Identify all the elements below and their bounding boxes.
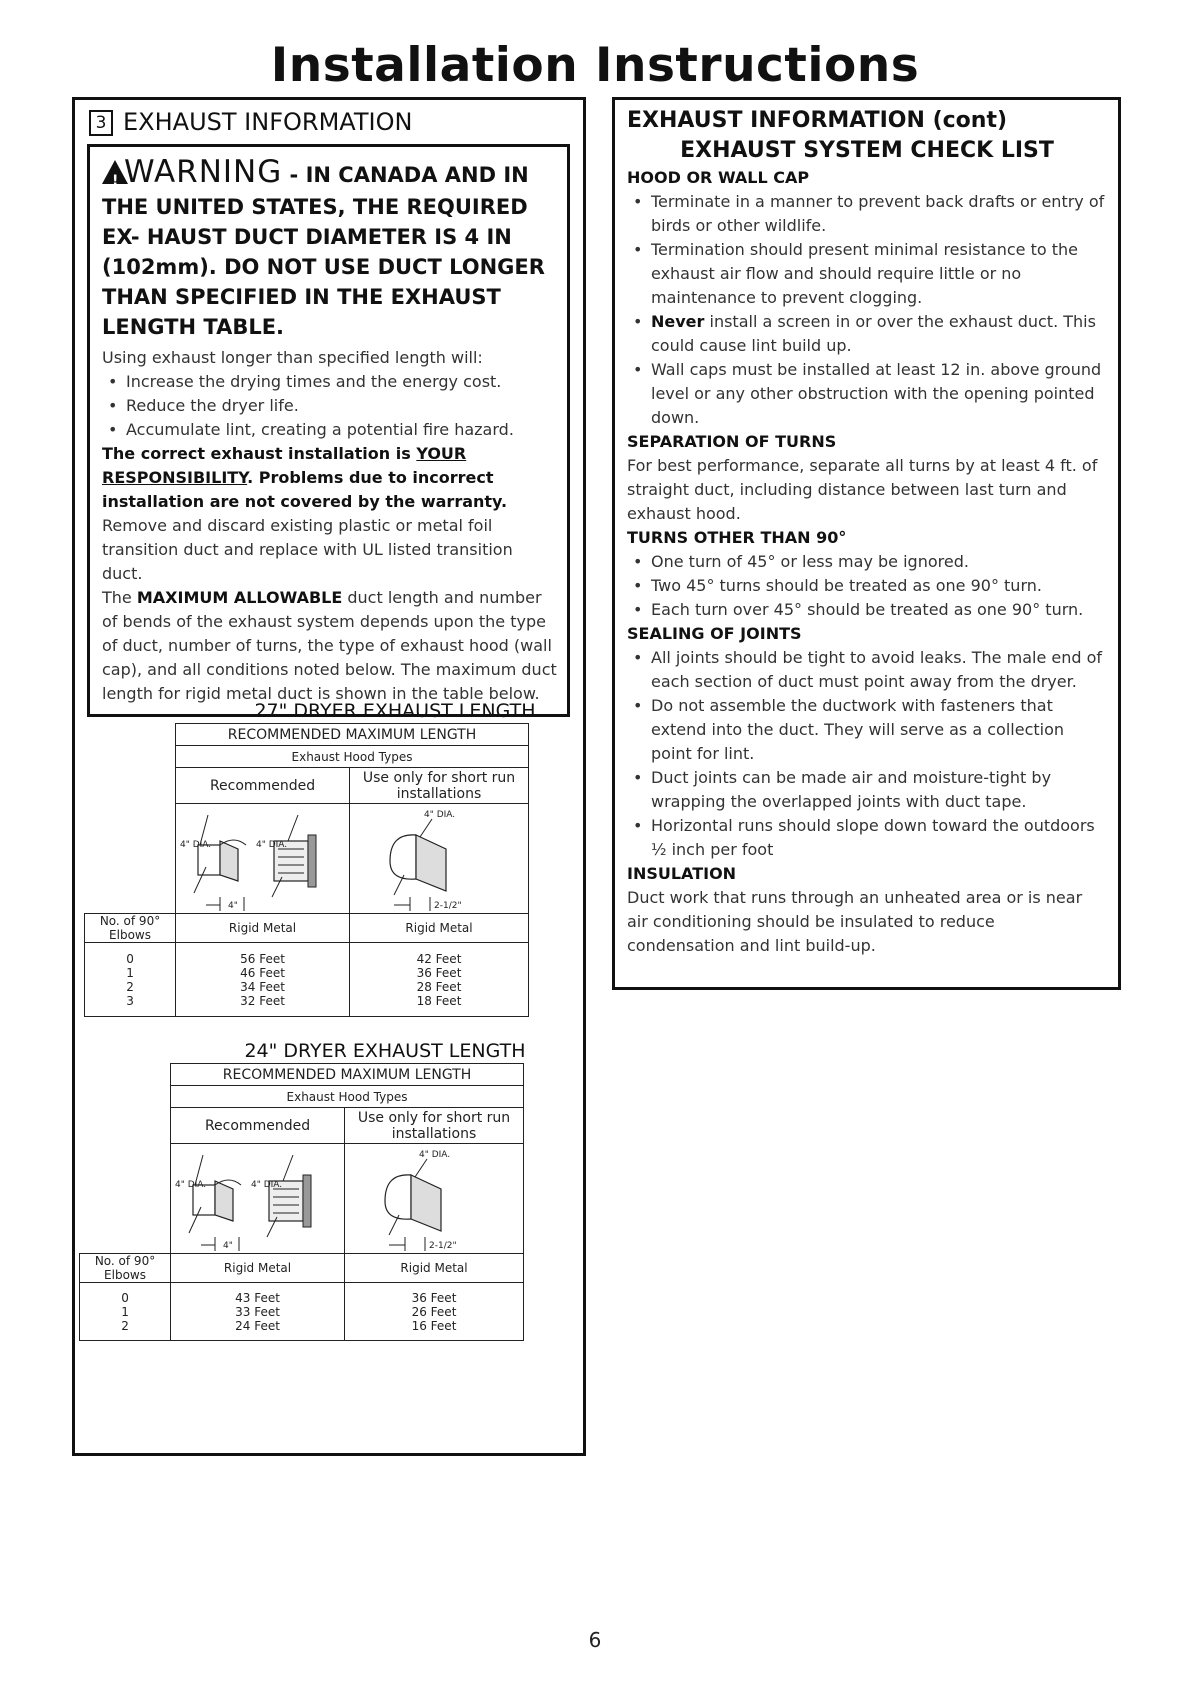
table-subheader: Exhaust Hood Types <box>171 1086 524 1108</box>
column-short-run: Use only for short run installations <box>350 768 529 804</box>
short-run-length-column: 42 Feet 36 Feet 28 Feet 18 Feet <box>350 943 529 1017</box>
checklist-title: EXHAUST SYSTEM CHECK LIST <box>680 138 1054 163</box>
page-title: Installation Instructions <box>270 38 920 93</box>
intro-text: Using exhaust longer than specified length will: <box>102 348 483 367</box>
list-item: • Wall caps must be installed at least 12 in. above ground level or any other obstruction with the opening pointed down. <box>627 358 1107 430</box>
warning-heading <box>102 154 557 190</box>
list-item: • Do not assemble the ductwork with fasteners that extend into the duct. They will serve as a collection point for lint. <box>627 694 1107 766</box>
dimension-label: 2-1/2" <box>429 1240 457 1251</box>
diameter-label: 4" DIA. <box>175 1179 207 1190</box>
elbows-column: 0 1 2 3 <box>85 943 176 1017</box>
dimension-label: 4" <box>223 1240 233 1251</box>
table-24-exhaust-length <box>79 1063 524 1341</box>
diameter-label: 4" DIA. <box>424 809 456 820</box>
elbows-header: No. of 90° Elbows <box>85 914 176 943</box>
list-item: • All joints should be tight to avoid leaks. The male end of each section of duct must point away from the dryer. <box>627 646 1107 694</box>
right-heading: EXHAUST INFORMATION (cont) <box>627 108 1008 133</box>
insulation-heading: INSULATION <box>627 864 737 883</box>
grille-hood-icon <box>195 1155 311 1237</box>
duct-type-label: Rigid Metal <box>176 914 350 943</box>
table-27-title: 27" DRYER EXHAUST LENGTH <box>254 700 536 722</box>
section-title: EXHAUST INFORMATION <box>123 108 413 136</box>
column-short-run: Use only for short run installations <box>345 1108 524 1144</box>
list-item: • Terminate in a manner to prevent back drafts or entry of birds or other wildlife. <box>627 190 1107 238</box>
list-item: • Duct joints can be made air and moisture-tight by wrapping the overlapped joints with duct tape. <box>627 766 1107 814</box>
hood-cap-heading: HOOD OR WALL CAP <box>627 168 810 187</box>
diameter-label: 4" DIA. <box>419 1149 451 1160</box>
warning-box <box>87 144 570 717</box>
list-item: • Two 45° turns should be treated as one 90° turn. <box>627 574 1107 598</box>
warning-tail: - IN CANADA AND IN <box>282 163 529 187</box>
elbows-header: No. of 90° Elbows <box>80 1254 171 1283</box>
column-recommended: Recommended <box>171 1108 345 1144</box>
separation-text: For best performance, separate all turns by at least 4 ft. of straight duct, including distance between last turn and exhaust hood. <box>627 456 1098 523</box>
dryer-vent-hood-icon <box>385 1159 441 1235</box>
short-run-length-column: 36 Feet 26 Feet 16 Feet <box>345 1283 524 1341</box>
recommended-length-column: 56 Feet 46 Feet 34 Feet 32 Feet <box>176 943 350 1017</box>
grille-hood-icon <box>200 815 316 897</box>
duct-type-label: Rigid Metal <box>350 914 529 943</box>
responsibility-note: The correct exhaust installation is YOUR RESPONSIBILITY. Problems due to incorrect installation are not covered by the warranty. <box>102 444 508 511</box>
table-header: RECOMMENDED MAXIMUM LENGTH <box>176 724 529 746</box>
list-item: • Reduce the dryer life. <box>102 394 557 418</box>
elbows-column: 0 1 2 <box>80 1283 171 1341</box>
diameter-label: 4" DIA. <box>180 839 212 850</box>
short-run-hood-diagram <box>350 804 529 914</box>
insulation-text: Duct work that runs through an unheated area or is near air conditioning should be insulated to reduce condensation and lint build-up. <box>627 888 1083 955</box>
column-recommended: Recommended <box>176 768 350 804</box>
recommended-hoods-diagram <box>171 1144 345 1254</box>
warning-body: THE UNITED STATES, THE REQUIRED EX- HAUST DUCT DIAMETER IS 4 IN (102mm). DO NOT USE DUCT LONGER THAN SPECIFIED IN THE EXHAUST LENGTH TABLE. <box>102 195 545 339</box>
section-heading <box>89 108 412 136</box>
list-item: • Each turn over 45° should be treated as one 90° turn. <box>627 598 1107 622</box>
list-item: • Never install a screen in or over the exhaust duct. This could cause lint build up. <box>627 310 1107 358</box>
exhaust-information-panel <box>72 97 586 1456</box>
turns-heading: TURNS OTHER THAN 90° <box>627 528 847 547</box>
table-header: RECOMMENDED MAXIMUM LENGTH <box>171 1064 524 1086</box>
exhaust-checklist-panel <box>612 97 1121 990</box>
list-item: • One turn of 45° or less may be ignored. <box>627 550 1107 574</box>
dimension-label: 4" <box>228 900 238 911</box>
list-item: • Termination should present minimal resistance to the exhaust air flow and should require little or no maintenance to prevent clogging. <box>627 238 1107 310</box>
dryer-vent-hood-icon <box>390 819 446 895</box>
table-24-title: 24" DRYER EXHAUST LENGTH <box>244 1040 526 1062</box>
duct-type-label: Rigid Metal <box>345 1254 524 1283</box>
list-item: • Increase the drying times and the energy cost. <box>102 370 557 394</box>
warning-word: WARNING <box>124 154 283 190</box>
remove-instructions: Remove and discard existing plastic or metal foil transition duct and replace with UL listed transition duct. <box>102 516 513 583</box>
table-27-exhaust-length <box>84 723 529 1017</box>
warning-triangle-icon <box>102 160 128 184</box>
diameter-label: 4" DIA. <box>256 839 288 850</box>
short-run-hood-diagram <box>345 1144 524 1254</box>
dimension-label: 2-1/2" <box>434 900 462 911</box>
checklist-content <box>627 106 1107 958</box>
maximum-allowable-text: The MAXIMUM ALLOWABLE duct length and number of bends of the exhaust system depends upon the type of duct, number of turns, the type of exhaust hood (wall cap), and all conditions noted below. The maximum duct length for rigid metal duct is shown in the table below. <box>102 588 557 703</box>
table-subheader: Exhaust Hood Types <box>176 746 529 768</box>
table-rows <box>80 1283 524 1341</box>
page-number: 6 <box>588 1628 602 1652</box>
list-item: • Accumulate lint, creating a potential fire hazard. <box>102 418 557 442</box>
diameter-label: 4" DIA. <box>251 1179 283 1190</box>
sealing-heading: SEALING OF JOINTS <box>627 624 802 643</box>
section-number: 3 <box>89 110 113 136</box>
recommended-hoods-diagram <box>176 804 350 914</box>
separation-heading: SEPARATION OF TURNS <box>627 432 837 451</box>
recommended-length-column: 43 Feet 33 Feet 24 Feet <box>171 1283 345 1341</box>
warning-details <box>102 346 557 706</box>
table-rows <box>85 943 529 1017</box>
duct-type-label: Rigid Metal <box>171 1254 345 1283</box>
list-item: • Horizontal runs should slope down toward the outdoors ½ inch per foot <box>627 814 1107 862</box>
